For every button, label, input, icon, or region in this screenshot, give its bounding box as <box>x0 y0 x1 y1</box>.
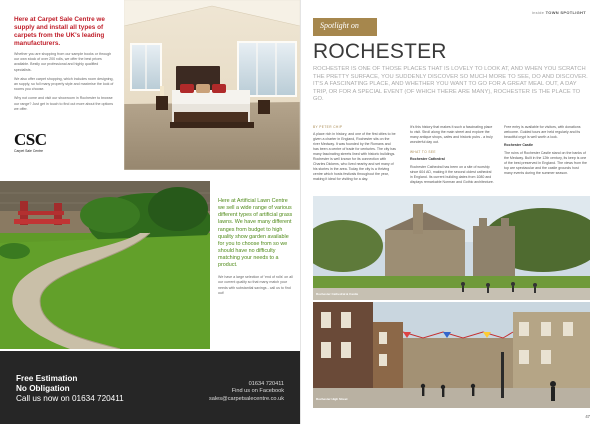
csc-headline: Here at Carpet Sale Centre we supply and install all types of carpets from the UK's leading manufacturers. <box>14 16 105 47</box>
csc-paragraph-1: Whether you are shopping from our sample books or through our own stock of over 200 rolls, we offer the best prices available. Bestly our professional and highly qualified specialists. <box>14 52 112 72</box>
article-standfirst: ROCHESTER IS ONE OF THOSE PLACES THAT IS LOVELY TO LOOK AT, AND WHEN YOU SCRATCH THE PRETTY SURFACE, YOU SUDDENLY DISCOVER SO MUCH MORE TO SEE, DO AND DISCOVER. IT'S A FASCINATING PLACE, AND WHETHER YOU WANT TO GO FOR A GREAT MEAL OUT, A DAY TRIP, OR FOR A SPECIAL EVENT (OF WHICH THERE ARE MANY), ROCHESTER IS THE PLACE TO GO. <box>313 66 588 103</box>
cathedral-photo <box>313 196 590 300</box>
spotlight-tab <box>313 18 377 36</box>
what-to-see-subhead: WHAT TO SEE <box>410 150 436 155</box>
promo-no-obligation: No Obligation <box>16 384 70 393</box>
csc-advert-text <box>14 16 114 112</box>
csc-logo-subtitle: Carpet Sale Centre <box>14 149 44 153</box>
promo-free-estimation: Free Estimation <box>16 374 78 383</box>
column-2-body-2: Rochester Cathedral has been on a site of worship since 604 AD, making it the second oldest cathedral in England. Its current building dates from 1080 and displays remarkable Norman and Gothic architecture. <box>410 164 494 184</box>
running-head-light: inside <box>531 10 545 15</box>
promo-email: sales@carpetsalecentre.co.uk <box>208 395 284 402</box>
promo-facebook: Find us on Facebook <box>231 388 284 395</box>
column-3-body: Free entry is available for visitors, with donations welcome. Guided tours are held regularly and its beautiful crypt is well worth a look. <box>504 125 581 140</box>
caption-high-street: Rochester High Street <box>316 397 348 401</box>
csc-logo-mark: CSC <box>14 130 47 149</box>
article-column-2 <box>410 125 494 188</box>
promo-call-now: Call us now on 01634 720411 <box>16 394 124 403</box>
grass-small-print: We have a large selection of 'end of rolls' on all our current quality so that many match your needs with substantial savings - call us to find out! <box>218 275 293 295</box>
page-gutter <box>300 0 301 424</box>
article-title: ROCHESTER <box>313 40 447 63</box>
page-number: 47 <box>585 414 590 419</box>
castle-lead: Rochester Castle <box>504 143 533 148</box>
article-byline: BY PETER CHIP <box>313 125 343 129</box>
column-3-body-2: The ruins of Rochester Castle stand on the banks of the Medway. Built in the 12th century, its keep is one of the best preserved in England. The views from the top are spectacular and the castle grounds host many events during the summer season. <box>504 151 587 176</box>
estimation-promo-banner <box>0 351 300 424</box>
running-head-bold: TOWN SPOTLIGHT <box>545 10 586 15</box>
column-2-body: It's this history that makes it such a fascinating place to visit. Stroll along the main street and explore the many antique shops, cafes and historic pubs - a truly wonderful day out. <box>410 125 493 145</box>
cathedral-lead: Rochester Cathedral <box>410 156 445 161</box>
article-column-3 <box>504 125 588 179</box>
csc-paragraph-2: We also offer carpet shopping, which includes room designing, an supply, so full many properly style and maximise the look of rooms you choose. <box>14 76 114 92</box>
column-1-body: A place rich in history, and one of the first cities to be given a charter in England, Rochester sits on the river Medway. It was founded by the Romans and has been a centre of trade for centuries. The city has many fascinating streets lined with historic buildings. Rochester is well known for its connection with Charles Dickens, who lived nearby and set many of his stories in the area. Today the city is a thriving centre which hosts festivals throughout the year, making it ideal for visiting for a day. <box>313 131 396 181</box>
csc-paragraph-3: Why not come and visit our showroom in Rochester to browse our range? Just get in touch to find out more about the options we offer. <box>14 96 114 111</box>
promo-contact-details <box>209 381 284 403</box>
grass-headline: Here at Artificial Lawn Centre we sell a wide range of various different types of artificial grass lawns. We have many different ranges from budget to high quality show garden available for you to choose from so we should have no difficulty matching your needs to a product. <box>218 198 293 269</box>
spotlight-tab-label: Spotlight on <box>320 21 359 30</box>
promo-phone: 01634 720411 <box>248 381 284 387</box>
high-street-photo <box>313 302 590 408</box>
promo-callout <box>16 374 124 404</box>
bedroom-photo <box>124 0 300 170</box>
caption-cathedral: Rochester Cathedral & Castle <box>316 292 359 296</box>
article-column-1 <box>313 125 397 185</box>
csc-logo <box>14 132 64 153</box>
grass-advert-text <box>218 198 294 296</box>
artificial-lawn-photo <box>0 181 210 349</box>
running-head <box>532 10 586 15</box>
